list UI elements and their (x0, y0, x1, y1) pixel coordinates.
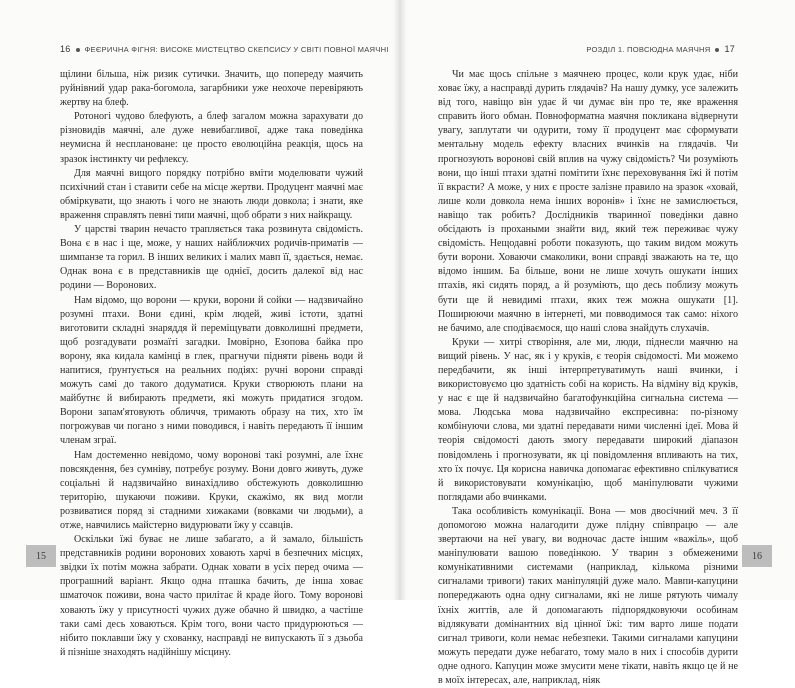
paragraph: У царстві тварин нечасто трапляється така розвинута свідомість. Вона є в нас і ще, може, у наших найближчих родичів-приматів — шимпанзе та горил. В інших великих і малих мавп її, здається, немає. Однак вона є в представників ще однієї, досить далекої від нас родини — Воронових. (60, 224, 363, 292)
header-page-number: 17 (724, 44, 735, 54)
right-page (400, 0, 795, 687)
left-page (0, 0, 400, 658)
paragraph: Чи має щось спільне з маячнею процес, коли крук удає, ніби ховає їжу, а насправді дурить глядачів? На нашу думку, усе залежить від того, навіщо він удає й чи думає він про те, яке враження справить його обман. Повноформатна маячня покликана відвернути увагу, заплутати чи одурити, тому її продуцент має сформувати ментальну модель ефекту власних вчинків на глядачів. Чи прогнозують воронові свій вплив на чужу свідомість? Чи розуміють вони, що інші птахи здатні помітити їхнє переховування їжі й потім її вкрасти? А може, у них є просте залізне правило на зразок «ховай, лише коли довкола нема інших воронів» і їхнє не замислюється, навіщо так робить? Дослідників тваринної поведінки давно обсідають із прохаными знайти вид, який теж переживає чужу свідомість. Нещодавні роботи показують, що таким видом можуть бути ворони. Ховаючи смаколики, вони справді зважають на те, що відомо іншим. Ба більше, вони не лише хочуть ошукати інших птахів, які сидять поряд, а й розуміють, що десь поблизу можуть бути ще й невидимі птахи, яких теж можна ошукати [1]. Поширюючи маячню в інтернеті, ми повводимося так само: ніхого не бачимо, але сподіваємося, що наші слова знайдуть слухачів. (438, 69, 738, 334)
header-page-number: 16 (60, 44, 71, 54)
right-running-head (586, 44, 735, 54)
paragraph: щілини більша, ніж ризик сутички. Значить, що попереду маячить руйнівний удар рака-богомола, загарбники уже неохоче перевіряють жертву на блеф. (60, 69, 363, 109)
left-body-text (60, 68, 363, 660)
right-body-text (438, 68, 738, 688)
paragraph: Така особливість комунікації. Вона — мов двосічний меч. З її допомогою можна налагодити дуже плідну співпрацю — але звертаючи на неї увагу, ви водночас дасте іншим «важіль», щоб маніпулювати вашою поведінкою. У тварин з обмеженими комунікативними системами (наприклад, кількома різними сигналами тривоги) таких маніпуляцій дуже мало. Мавпи-капуцини попереджають одна одну сигналами, які не лише рятують чималу їхніх життів, але й допомагають підпорядковуючи особинам відлякувати домінантних від цінної їжі: тим варто лише подати сигнал тривоги, коли немає небезпеки. Такими сигналами капуцини можуть передати дуже небагато, тому мало в них і способів дурити одне одного. Капуцин може змусити мене тікати, навіть якщо це й не в моїх інтересах, але, наприклад, ніяк (438, 505, 738, 687)
header-book-title: ФЕЄРИЧНА ФІГНЯ: ВИСОКЕ МИСТЕЦТВО СКЕПСИСУ У СВІТІ ПОВНОЇ МАЯЧНІ (84, 45, 389, 54)
bullet-icon (76, 48, 80, 52)
paragraph: Нам достеменно невідомо, чому воронові такі розумні, але їхнє повсякдення, без сумніву, потребує розуму. Вони довго живуть, дуже соціальні й надзвичайно винахідливо обстежують довколишню територію, шукаючи поживи. Круки, скажімо, як вид могли розвиватися поряд зі стадними хижаками (вовками чи людьми), а отже, навчились майстерно видурювати їжу у ссавців. (60, 449, 363, 531)
paragraph: Оскільки їжі буває не лише забагато, а й замало, більшість представників родини воронових ховають харчі в безпечних місцях, звідки їх потім можна забрати. Однак ховати в усіх перед очима — програшний варіант. Якщо одна пташка бачить, де інша ховає шматочок поживи, вона часто прилітає й краде його. Тому воронові ховають їжу у присутності чужих дуже обачно й швидко, а частіше таки самі десь ховаються. Крім того, вони часто придурюються — нібито поклавши їжу у схованку, насправді не випускають її з дзьоба й пізніше знаходять надійнішу місцину. (60, 534, 363, 658)
folio-badge: 15 (26, 545, 56, 567)
paragraph: Круки — хитрі створіння, але ми, люди, піднесли маячню на вищий рівень. У нас, як і у круків, є теорія свідомості. Ми можемо передбачити, як інші інтерпретуватимуть наші вчинки, і використовуємо цю здатність собі на користь. На відміну від круків, у нас є ще й надзвичайно багатофункційна сигнальна система — мова. Людська мова надзвичайно експресивна: по-різному комбінуючи слова, ми здатні передавати ними численні ідеї. Мова й теорія свідомості дають змогу передавати широкий діапазон повідомлень і прогнозувати, як ці повідомлення впливають на тих, хто їх почує. Ця корисна навичка допомагає ефективно спілкуватися й використовувати комунікацію, щоб маніпулювати чужими поглядами або вчинками. (438, 336, 738, 503)
left-running-head (60, 44, 389, 54)
folio-badge: 16 (742, 545, 772, 567)
header-chapter-title: РОЗДІЛ 1. ПОВСЮДНА МАЯЧНЯ (586, 45, 711, 54)
paragraph: Ротоногі чудово блефують, а блеф загалом можна зарахувати до різновидів маячні, але дуже невибагливої, адже така поведінка неумисна й несплановане: це просто еволюційна реакція, щось на зразок інстинкту чи рефлексу. (60, 111, 363, 165)
paragraph: Нам відомо, що ворони — круки, ворони й сойки — надзвичайно розумні птахи. Вони єдині, крім людей, живі істоти, здатні виготовити складні знаряддя й переміщувати довколишні предмети, щоб розгадувати розмаїті загадки. Імовірно, Езопова байка про ворону, яка кидала камінці в глек, прагнучи підняти рівень води й напитися, ґрунтується на реальних подіях: ручні ворони справді можуть самі до такого додуматися. Круки створюють плани на майбутнє й вибирають предмети, які можуть придатися згодом. Ворони запам'ятовують обличчя, тримають образу на тих, хто їм погрожував чи погано з ними поводився, і навіть передають її іншим членам зграї. (60, 294, 363, 447)
bullet-icon (715, 48, 719, 52)
paragraph: Для маячні вищого порядку потрібно вміти моделювати чужий психічний стан і ставити себе на місце жертви. Продуцент маячні має обміркувати, що знають і чого не знають люди довкола; і знати, яке враження справлять певні типи маячні, щоб обрати з них найкращу. (60, 167, 363, 221)
